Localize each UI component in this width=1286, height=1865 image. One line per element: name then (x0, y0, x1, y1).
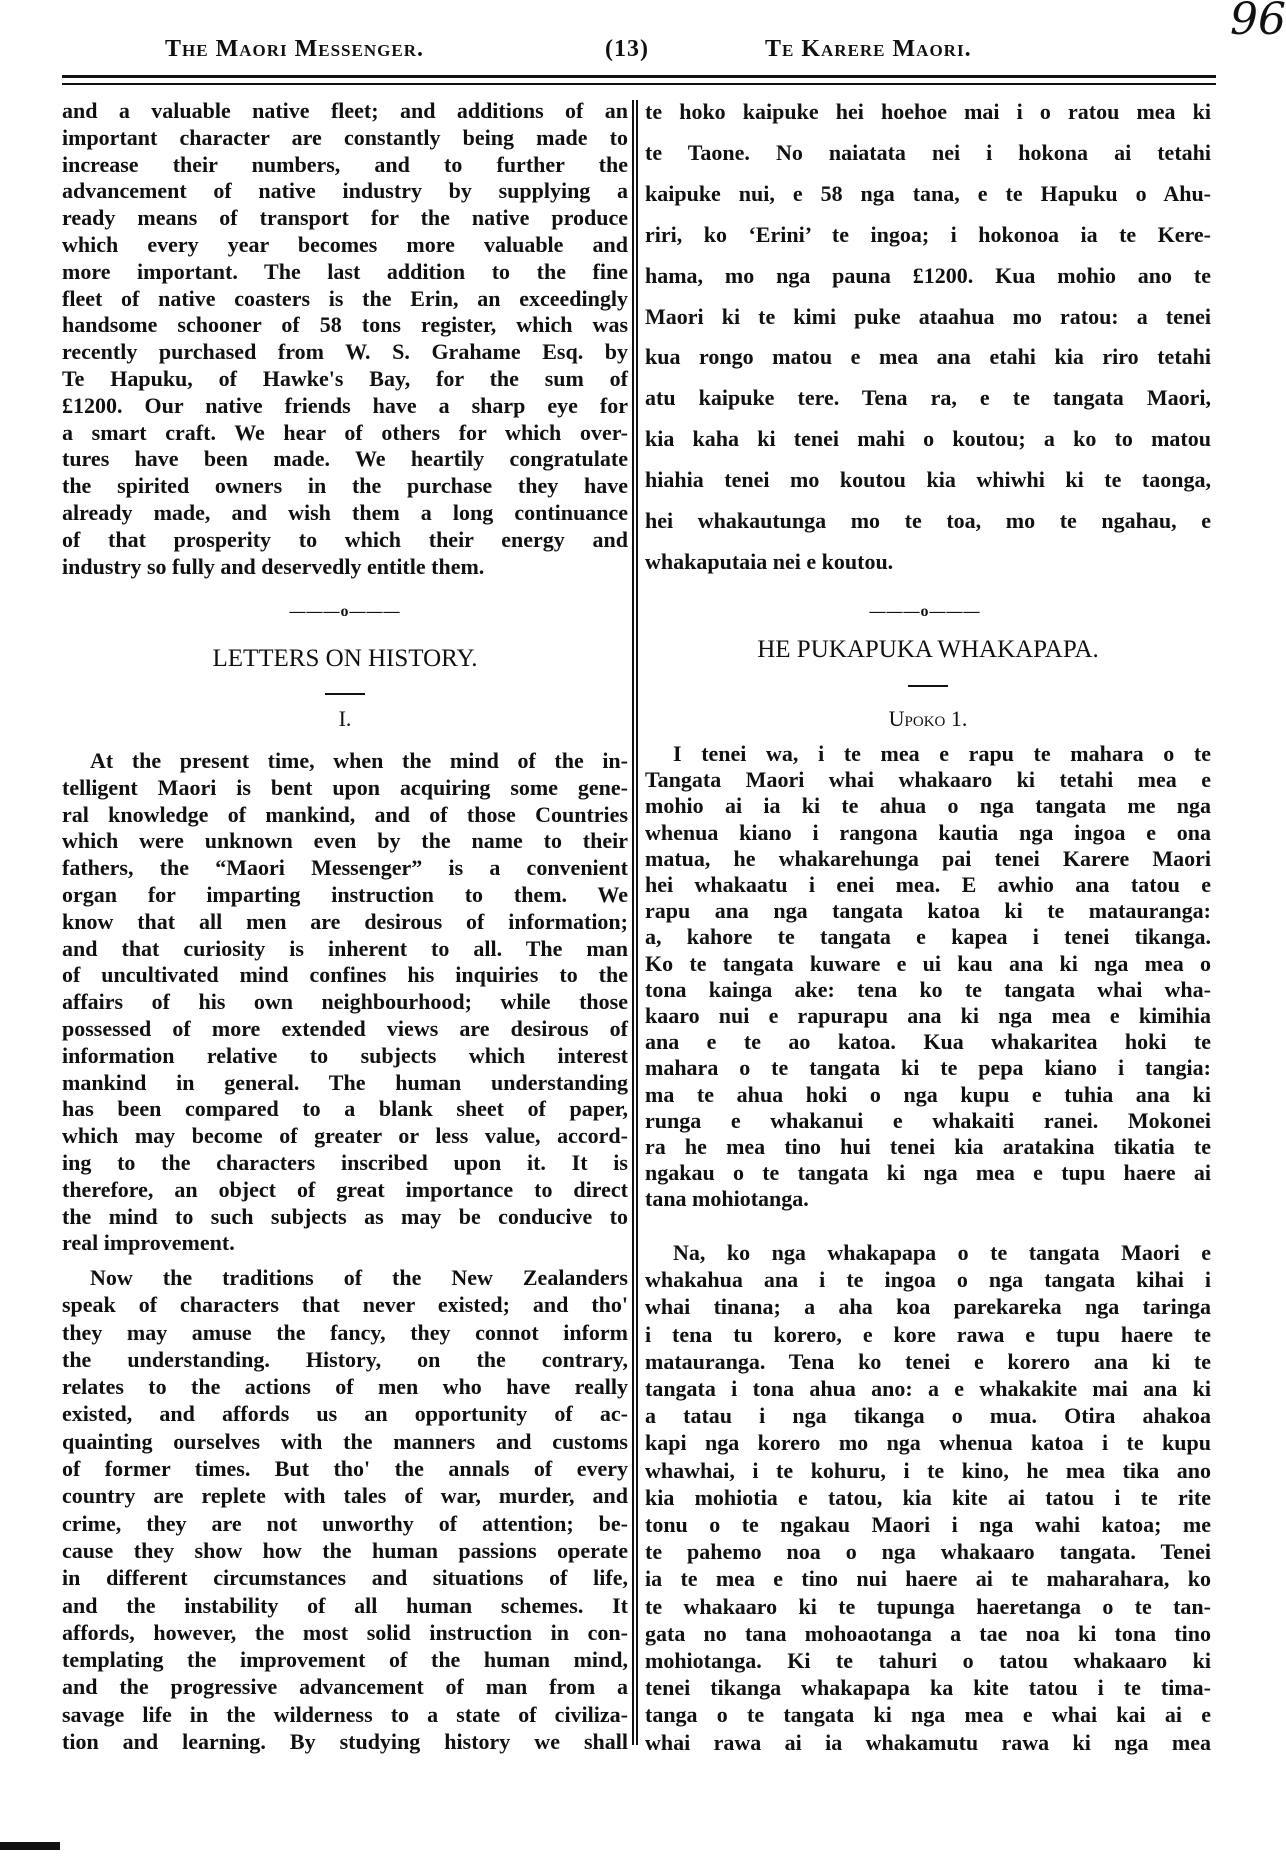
text-line: kia kaha ki tenei mahi o koutou; a ko to matou (645, 426, 1211, 452)
article-section-maori: Upoko 1. (888, 706, 968, 731)
whakapapa-paragraph-2 (645, 1239, 1211, 1756)
text-line: the spirited owners in the purchase they have (62, 473, 628, 499)
text-line: which were unknown even by the name to their (62, 828, 628, 854)
text-line: ngakau o te tangata ki nga mea e tupu haere ai (645, 1160, 1211, 1186)
text-line: tana mohiotanga. (645, 1186, 809, 1212)
text-line: mohiotanga. Ki te tahuri o tatou whakaaro ki (645, 1648, 1211, 1674)
text-line: cause they show how the human passions operate (62, 1537, 628, 1563)
text-line: tona kainga ake: tena ko te tangata whai wha- (645, 976, 1211, 1002)
text-line: kapi nga korero mo nga whenua katoa i te kupu (645, 1430, 1211, 1456)
text-line: telligent Maori is bent upon acquiring some gene- (62, 774, 628, 800)
article-title-english: LETTERS ON HISTORY. (212, 645, 478, 672)
text-line: they may amuse the fancy, they connot inform (62, 1319, 628, 1345)
text-line: hei whakautunga mo te toa, mo te ngahau, e (645, 508, 1211, 534)
text-line: runga e whakanui e whakaiti ranei. Mokonei (645, 1107, 1211, 1133)
text-line: ia te mea e tino nui haere ai te maharahara, ko (645, 1566, 1211, 1592)
text-line: information relative to subjects which interest (62, 1042, 628, 1068)
text-line: and a valuable native fleet; and additions of an (62, 98, 628, 123)
text-line: in different circumstances and situations of life, (62, 1565, 628, 1591)
right-top-paragraph (645, 92, 1211, 583)
text-line: affairs of his own neighbourhood; while those (62, 989, 628, 1015)
text-line: affords, however, the most solid instruction in con- (62, 1619, 628, 1645)
text-line: £1200. Our native friends have a sharp eye for (62, 392, 628, 418)
article-section-english: I. (338, 706, 352, 731)
text-line: mohio ai ia ki te ahua o nga tangata me nga (645, 793, 1211, 819)
text-line: tanga o te tangata ki nga mea e whai kai ai e (645, 1702, 1211, 1728)
text-line: ra he mea tino hui tenei kia aratakina tikatia te (645, 1134, 1211, 1160)
text-line: existed, and affords us an opportunity of ac- (62, 1401, 628, 1427)
text-line: tonu o te ngakau Maori i nga wahi katoa; me (645, 1512, 1211, 1538)
text-line: whai rawa ai ia whakamutu rawa ki nga mea (645, 1729, 1211, 1755)
column-divider (632, 100, 638, 1745)
text-line: whai tinana; a aha koa parekareka nga taringa (645, 1294, 1211, 1320)
text-line: and the progressive advancement of man from a (62, 1674, 628, 1700)
title-rule (325, 693, 365, 695)
text-line: te hoko kaipuke hei hoehoe mai i o ratou mea ki (645, 99, 1211, 124)
text-line: whawhai, i te kohuru, i te kino, he mea tika ano (645, 1457, 1211, 1483)
text-line: ready means of transport for the native produce (62, 205, 628, 231)
text-line: Maori ki te kimi puke ataahua mo ratou: a tenei (645, 303, 1211, 329)
text-line: and the instability of all human schemes. It (62, 1592, 628, 1618)
text-line: therefore, an object of great importance to direct (62, 1176, 628, 1202)
text-line: rapu ana nga tangata katoa ki te matauranga: (645, 898, 1211, 924)
section-ornament: ———o——— (289, 603, 401, 620)
text-line: kia mohiotia e tatou, kia kite ai tatou i te rite (645, 1484, 1211, 1510)
text-line: already made, and wish them a long continuance (62, 499, 628, 525)
text-line: which every year becomes more valuable and (62, 231, 628, 257)
text-line: At the present time, when the mind of the in- (90, 748, 628, 773)
history-paragraph-2 (62, 1264, 628, 1755)
masthead-english: The Maori Messenger. (165, 36, 424, 62)
text-line: of uncultivated mind confines his inquiries to the (62, 962, 628, 988)
text-line: industry so fully and deservedly entitle them. (62, 553, 485, 579)
text-line: hiahia tenei mo koutou kia whiwhi ki te taonga, (645, 467, 1211, 493)
page-number: (13) (605, 36, 649, 62)
text-line: relates to the actions of men who have really (62, 1374, 628, 1400)
text-line: ma te ahua hoki o nga kupu e tuhia ana ki (645, 1081, 1211, 1107)
text-line: tangata i tona ahua ano: a e whakakite mai ana ki (645, 1376, 1211, 1402)
text-line: Tangata Maori whai whakaaro ki tetahi mea e (645, 767, 1211, 793)
text-line: and that curiosity is inherent to all. The man (62, 935, 628, 961)
text-line: ral knowledge of mankind, and of those Countries (62, 801, 628, 827)
text-line: matua, he whakarehunga pai tenei Karere Maori (645, 845, 1211, 871)
text-line: the understanding. History, on the contrary, (62, 1346, 628, 1372)
section-ornament: ———o——— (869, 603, 981, 620)
text-line: hei whakaatu i enei mea. E awhio ana tatou e (645, 872, 1211, 898)
text-line: matauranga. Tena ko tenei e korero ana ki te (645, 1348, 1211, 1374)
text-line: ing to the characters inscribed upon it. It is (62, 1149, 628, 1175)
text-line: savage life in the wilderness to a state of civiliza- (62, 1701, 628, 1727)
text-line: of former times. But tho' the annals of every (62, 1456, 628, 1482)
text-line: i tena tu korero, e kore rawa e tupu haere te (645, 1321, 1211, 1347)
text-line: important character are constantly being made to (62, 124, 628, 150)
history-paragraph-1 (62, 748, 628, 1257)
text-line: kaipuke nui, e 58 nga tana, e te Hapuku o Ahu- (645, 180, 1211, 206)
text-line: a, kahore te tangata e kapea i tenei tikanga. (645, 924, 1211, 950)
text-line: mahara o te tangata ki te pepa kiano i tangia: (645, 1055, 1211, 1081)
text-line: know that all men are desirous of information; (62, 908, 628, 934)
text-line: real improvement. (62, 1230, 235, 1256)
masthead-maori: Te Karere Maori. (765, 36, 972, 62)
text-line: country are replete with tales of war, murder, and (62, 1483, 628, 1509)
text-line: quainting ourselves with the manners and customs (62, 1428, 628, 1454)
text-line: possessed of more extended views are desirous of (62, 1015, 628, 1041)
text-line: recently purchased from W. S. Grahame Esq. by (62, 339, 628, 365)
text-line: more important. The last addition to the fine (62, 258, 628, 284)
header-rule-thick (62, 75, 1216, 78)
text-line: whakahua ana i te ingoa o nga tangata kihai i (645, 1267, 1211, 1293)
text-line: the mind to such subjects as may be conducive to (62, 1203, 628, 1229)
whakapapa-paragraph-1 (645, 741, 1211, 1213)
text-line: tion and learning. By studying history we shall (62, 1729, 628, 1755)
text-line: tures have been made. We heartily congratulate (62, 446, 628, 472)
text-line: organ for imparting instruction to them. We (62, 881, 628, 907)
text-line: handsome schooner of 58 tons register, which was (62, 312, 628, 338)
text-line: I tenei wa, i te mea e rapu te mahara o te (673, 741, 1211, 766)
text-line: whakaputaia nei e koutou. (645, 548, 894, 574)
left-top-paragraph (62, 98, 628, 580)
text-line: crime, they are not unworthy of attention; be- (62, 1510, 628, 1536)
text-line: whenua kiano i rangona kautia nga ingoa e ona (645, 819, 1211, 845)
header-rule-thin (62, 83, 1216, 85)
text-line: ana e te ao katoa. Kua whakaritea hoki te (645, 1029, 1211, 1055)
text-line: Te Hapuku, of Hawke's Bay, for the sum of (62, 365, 628, 391)
text-line: te whakaaro ki te tupunga haeretanga o te tan- (645, 1593, 1211, 1619)
text-line: hama, mo nga pauna £1200. Kua mohio ano te (645, 262, 1211, 288)
text-line: kua rongo matou e mea ana etahi kia riro tetahi (645, 344, 1211, 370)
text-line: templating the improvement of the human mind, (62, 1647, 628, 1673)
handwritten-page-number: 96 (1230, 0, 1286, 45)
text-line: Ko te tangata kuware e ui kau ana ki nga mea o (645, 950, 1211, 976)
text-line: has been compared to a blank sheet of paper, (62, 1096, 628, 1122)
text-line: a tatau i nga tikanga o mua. Otira ahakoa (645, 1403, 1211, 1429)
text-line: gata no tana mohoaotanga a tae noa ki tona tino (645, 1620, 1211, 1646)
text-line: tenei tikanga whakapapa ka kite tatou i te tima- (645, 1675, 1211, 1701)
text-line: which may become of greater or less value, accord- (62, 1123, 628, 1149)
scan-edge-mark (0, 1842, 60, 1850)
text-line: Now the traditions of the New Zealanders (90, 1265, 628, 1290)
title-rule (908, 685, 948, 687)
text-line: fathers, the “Maori Messenger” is a convenient (62, 855, 628, 881)
text-line: te pahemo noa o nga whakaaro tangata. Tenei (645, 1539, 1211, 1565)
text-line: kaaro nui e rapurapu ana ki nga mea e kimihia (645, 1003, 1211, 1029)
text-line: Na, ko nga whakapapa o te tangata Maori e (673, 1240, 1211, 1265)
text-line: speak of characters that never existed; and tho' (62, 1292, 628, 1318)
text-line: of that prosperity to which their energy and (62, 526, 628, 552)
article-title-maori: HE PUKAPUKA WHAKAPAPA. (757, 636, 1099, 663)
text-line: advancement of native industry by supplying a (62, 178, 628, 204)
text-line: increase their numbers, and to further the (62, 151, 628, 177)
text-line: te Taone. No naiatata nei i hokona ai tetahi (645, 139, 1211, 165)
text-line: atu kaipuke tere. Tena ra, e te tangata Maori, (645, 385, 1211, 411)
text-line: a smart craft. We hear of others for which over- (62, 419, 628, 445)
text-line: mankind in general. The human understanding (62, 1069, 628, 1095)
text-line: fleet of native coasters is the Erin, an exceedingly (62, 285, 628, 311)
text-line: riri, ko ‘Erini’ te ingoa; i hokonoa ia te Kere- (645, 221, 1211, 247)
